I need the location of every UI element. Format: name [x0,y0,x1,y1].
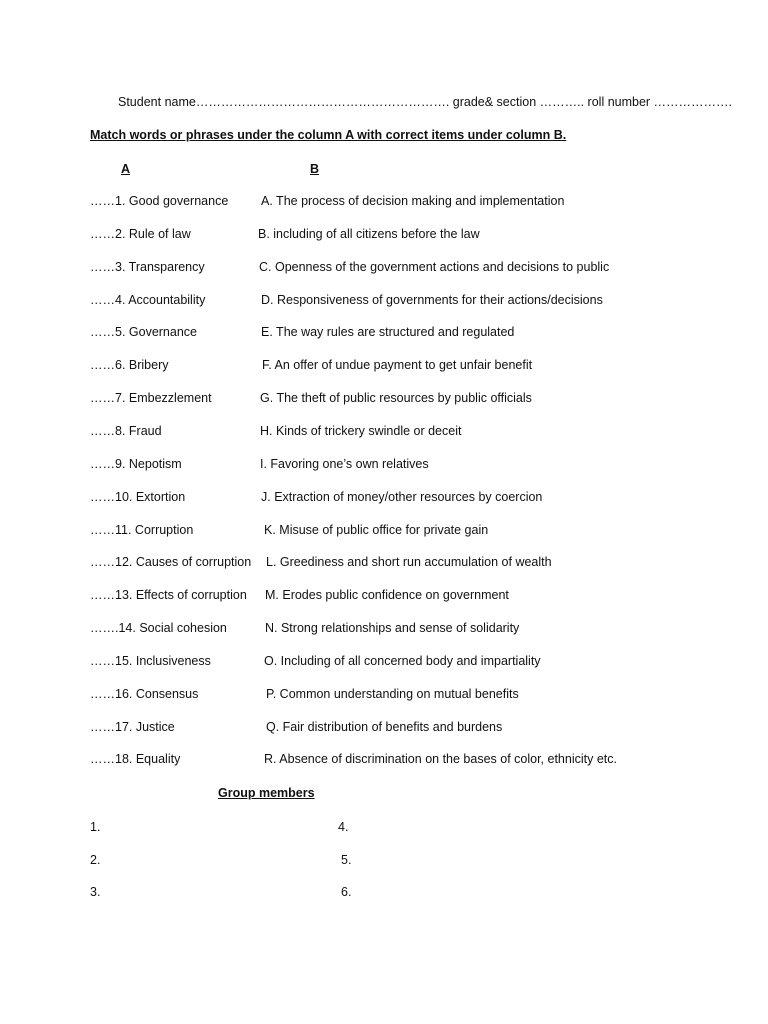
column-a-term: ……2. Rule of law [90,226,191,241]
column-b-definition: O. Including of all concerned body and impartiality [264,653,541,668]
column-b-definition: P. Common understanding on mutual benefits [266,686,519,701]
instructions-heading: Match words or phrases under the column A with correct items under column B. [90,128,567,142]
column-b-definition: Q. Fair distribution of benefits and burdens [266,719,503,734]
column-b-definition: D. Responsiveness of governments for their actions/decisions [261,292,603,307]
column-a-term: ……5. Governance [90,325,197,340]
column-b-definition: R. Absence of discrimination on the bases of color, ethnicity etc. [264,752,617,767]
group-member-5: 5. [341,853,352,867]
column-b-definition: A. The process of decision making and implementation [261,194,565,208]
column-a-term: ……12. Causes of corruption [90,555,252,570]
column-b-definition: E. The way rules are structured and regulated [261,325,515,340]
column-b-definition: M. Erodes public confidence on government [265,588,509,603]
column-a-term: ……3. Transparency [90,259,205,274]
group-member-2: 2. [90,853,101,867]
column-a-header: A [121,162,131,176]
column-a-term: ……8. Fraud [90,423,162,438]
group-member-4: 4. [338,820,349,834]
student-info-line: Student name……………………………………………………. grade& section ……….. roll number ………………. [118,95,733,109]
column-a-term: ……10. Extortion [90,489,186,504]
column-a-term: ……4. Accountability [90,292,206,307]
column-b-definition: G. The theft of public resources by public officials [260,391,532,406]
column-b-definition: F. An offer of undue payment to get unfair benefit [262,358,533,373]
group-member-6: 6. [341,885,352,899]
column-a-term: ……11. Corruption [90,522,194,537]
column-b-definition: B. including of all citizens before the law [258,226,480,241]
column-b-definition: L. Greediness and short run accumulation of wealth [266,555,552,570]
column-b-definition: C. Openness of the government actions and decisions to public [259,259,610,274]
column-b-definition: J. Extraction of money/other resources by coercion [261,489,543,504]
column-b-header: B [310,162,320,176]
column-a-term: ……15. Inclusiveness [90,653,211,668]
group-member-3: 3. [90,885,101,899]
column-a-term: ……9. Nepotism [90,456,182,471]
column-b-definition: I. Favoring one’s own relatives [260,456,429,471]
column-a-term: ……16. Consensus [90,686,199,701]
column-a-term: ……6. Bribery [90,358,169,373]
column-a-term: ……13. Effects of corruption [90,588,247,603]
group-members-heading: Group members [218,786,315,800]
column-b-definition: K. Misuse of public office for private gain [264,522,489,537]
column-b-definition: N. Strong relationships and sense of solidarity [265,621,520,636]
group-member-1: 1. [90,820,101,834]
column-a-term: ……18. Equality [90,752,181,767]
column-a-term: …….14. Social cohesion [90,621,227,636]
column-a-term: ……17. Justice [90,719,175,734]
column-a-term: ……7. Embezzlement [90,391,212,406]
column-a-term: ……1. Good governance [90,194,229,208]
column-b-definition: H. Kinds of trickery swindle or deceit [260,423,462,438]
